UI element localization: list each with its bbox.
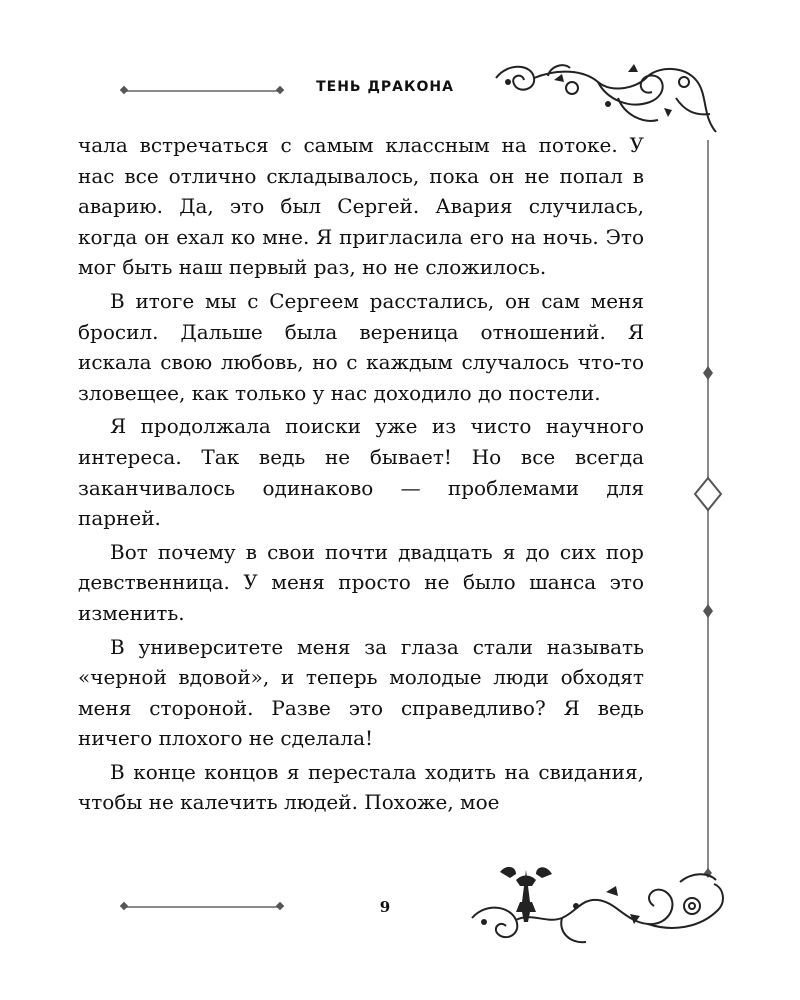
bottom-flourish-ornament — [466, 862, 730, 948]
footer-rule — [124, 906, 280, 908]
right-border-rule — [688, 140, 728, 880]
paragraph: В университете меня за глаза стали называть «черной вдовой», и теперь молодые люди обходят меня стороной. Разве это справедливо? Я ведь ничего плохого не сделала! — [78, 634, 644, 751]
paragraph: чала встречаться с самым классным на потоке. У нас все отлично складывалось, пока он не попал в аварию. Да, это был Сергей. Авария случилась, когда он ехал ко мне. Я пригласила его на ночь. Это мог быть наш первый раз, но не сложилось. — [78, 133, 644, 280]
page-number: 9 — [379, 898, 391, 916]
paragraph: Я продолжала поиски уже из чисто научного интереса. Так ведь не бывает! Но все всегда заканчивалось одинаково — проблемами для парней. — [78, 414, 644, 531]
paragraph: В итоге мы с Сергеем расстались, он сам меня бросил. Дальше была вереница отношений. Я искала свою любовь, но с каждым случалось что-то зловещее, как только у нас доходило до постели. — [78, 288, 644, 405]
paragraph: Вот почему в свои почти двадцать я до сих пор девственница. У меня просто не было шанса это изменить. — [78, 539, 644, 625]
running-title: ТЕНЬ ДРАКОНА — [316, 79, 454, 95]
top-flourish-ornament — [488, 58, 724, 138]
header-rule — [124, 90, 280, 92]
page-body-text — [78, 130, 644, 818]
paragraph: В конце концов я перестала ходить на свидания, чтобы не калечить людей. Похоже, мое — [78, 759, 644, 815]
